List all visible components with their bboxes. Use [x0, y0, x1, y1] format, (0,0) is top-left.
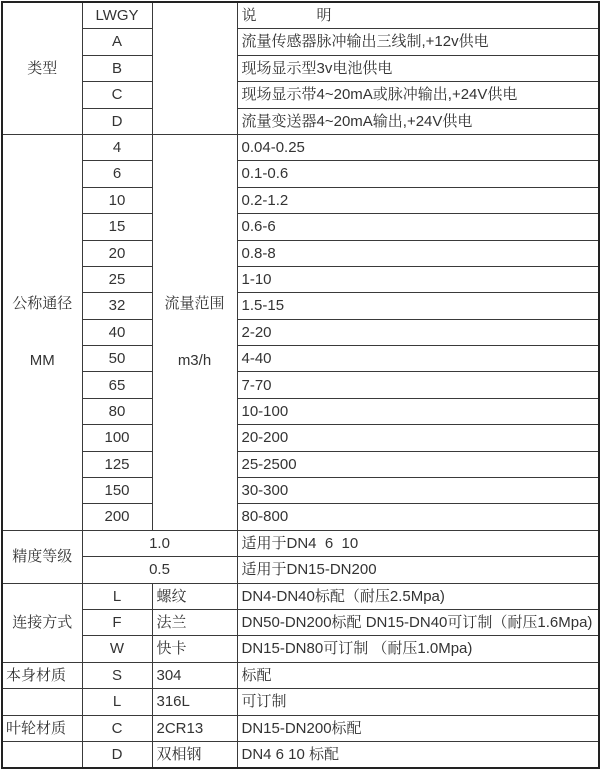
- connection-desc-cell: DN4-DN40标配（耐压2.5Mpa): [237, 583, 599, 609]
- flow-range-cell: 1.5-15: [237, 293, 599, 319]
- impeller-material-label-cell: 叶轮材质: [2, 715, 82, 741]
- table-row: [2, 398, 599, 424]
- table-row: [2, 689, 599, 715]
- table-row: [2, 609, 599, 635]
- table-row: [2, 715, 599, 741]
- flow-range-cell: 0.04-0.25: [237, 134, 599, 160]
- table-row: [2, 530, 599, 556]
- body-material-code-cell: S: [82, 662, 152, 688]
- dn-size-cell: 100: [82, 425, 152, 451]
- dn-size-cell: 25: [82, 266, 152, 292]
- type-code-cell: B: [82, 55, 152, 81]
- dn-size-cell: 125: [82, 451, 152, 477]
- impeller-material-code-cell: C: [82, 715, 152, 741]
- type-desc-cell: 现场显示带4~20mA或脉冲输出,+24V供电: [237, 82, 599, 108]
- table-row: [2, 240, 599, 266]
- type-desc-cell: 现场显示型3v电池供电: [237, 55, 599, 81]
- flow-range-cell: 25-2500: [237, 451, 599, 477]
- diameter-label-cell: [2, 134, 82, 530]
- table-row: [2, 372, 599, 398]
- flow-range-label-cell: [152, 134, 237, 530]
- table-row: [2, 741, 599, 768]
- connection-name-cell: 螺纹: [152, 583, 237, 609]
- table-row: [2, 161, 599, 187]
- connection-code-cell: F: [82, 609, 152, 635]
- flow-range-cell: 0.2-1.2: [237, 187, 599, 213]
- accuracy-desc-cell: 适用于DN15-DN200: [237, 557, 599, 583]
- connection-code-cell: L: [82, 583, 152, 609]
- flow-range-cell: 30-300: [237, 478, 599, 504]
- type-desc-cell: 流量传感器脉冲输出三线制,+12v供电: [237, 29, 599, 55]
- connection-desc-cell: DN50-DN200标配 DN15-DN40可订制（耐压1.6Mpa): [237, 609, 599, 635]
- table-row: [2, 319, 599, 345]
- table-row: [2, 451, 599, 477]
- table-row: [2, 346, 599, 372]
- flow-range-cell: 0.8-8: [237, 240, 599, 266]
- table-row: [2, 55, 599, 81]
- empty-cell: [2, 689, 82, 715]
- dn-size-cell: 20: [82, 240, 152, 266]
- connection-name-cell: 法兰: [152, 609, 237, 635]
- body-material-name-cell: 304: [152, 662, 237, 688]
- connection-code-cell: W: [82, 636, 152, 662]
- table-row: [2, 2, 599, 29]
- table-row: [2, 293, 599, 319]
- table-row: [2, 478, 599, 504]
- connection-label-cell: 连接方式: [2, 583, 82, 662]
- flow-range-label: 流量范围 m3/h: [164, 295, 225, 369]
- table-row: [2, 636, 599, 662]
- type-code-cell: D: [82, 108, 152, 134]
- impeller-material-desc-cell: DN4 6 10 标配: [237, 741, 599, 768]
- description-header-cell: 说 明: [237, 2, 599, 29]
- table-row: [2, 504, 599, 530]
- impeller-material-code-cell: L: [82, 689, 152, 715]
- dn-size-cell: 80: [82, 398, 152, 424]
- flow-range-cell: 4-40: [237, 346, 599, 372]
- flow-range-cell: 0.6-6: [237, 214, 599, 240]
- diameter-label: 公称通径 MM: [12, 295, 73, 369]
- table-row: [2, 425, 599, 451]
- flow-range-cell: 2-20: [237, 319, 599, 345]
- accuracy-grade-cell: 0.5: [82, 557, 237, 583]
- connection-name-cell: 快卡: [152, 636, 237, 662]
- dn-size-cell: 10: [82, 187, 152, 213]
- type-code-cell: A: [82, 29, 152, 55]
- table-row: [2, 187, 599, 213]
- accuracy-desc-cell: 适用于DN4 6 10: [237, 530, 599, 556]
- dn-size-cell: 4: [82, 134, 152, 160]
- table-row: [2, 108, 599, 134]
- table-row: [2, 29, 599, 55]
- dn-size-cell: 65: [82, 372, 152, 398]
- dn-size-cell: 50: [82, 346, 152, 372]
- table-row: [2, 662, 599, 688]
- impeller-material-code-cell: D: [82, 741, 152, 768]
- flow-range-cell: 1-10: [237, 266, 599, 292]
- impeller-material-name-cell: 316L: [152, 689, 237, 715]
- table-row: [2, 557, 599, 583]
- flow-range-cell: 0.1-0.6: [237, 161, 599, 187]
- body-material-desc-cell: 标配: [237, 662, 599, 688]
- model-code-cell: LWGY: [82, 2, 152, 29]
- type-desc-cell: 流量变送器4~20mA输出,+24V供电: [237, 108, 599, 134]
- dn-size-cell: 6: [82, 161, 152, 187]
- type-label-cell: 类型: [2, 2, 82, 134]
- body-material-label-cell: 本身材质: [2, 662, 82, 688]
- table-row: [2, 266, 599, 292]
- dn-size-cell: 200: [82, 504, 152, 530]
- accuracy-label-cell: 精度等级: [2, 530, 82, 583]
- impeller-material-name-cell: 双相钢: [152, 741, 237, 768]
- impeller-material-name-cell: 2CR13: [152, 715, 237, 741]
- spec-table: [1, 1, 600, 769]
- dn-size-cell: 32: [82, 293, 152, 319]
- type-spacer-cell: [152, 2, 237, 134]
- empty-cell: [2, 741, 82, 768]
- flow-range-cell: 20-200: [237, 425, 599, 451]
- dn-size-cell: 40: [82, 319, 152, 345]
- table-row: [2, 583, 599, 609]
- connection-desc-cell: DN15-DN80可订制 （耐压1.0Mpa): [237, 636, 599, 662]
- table-row: [2, 214, 599, 240]
- dn-size-cell: 15: [82, 214, 152, 240]
- table-row: [2, 82, 599, 108]
- flow-range-cell: 80-800: [237, 504, 599, 530]
- accuracy-grade-cell: 1.0: [82, 530, 237, 556]
- impeller-material-desc-cell: DN15-DN200标配: [237, 715, 599, 741]
- flow-range-cell: 7-70: [237, 372, 599, 398]
- impeller-material-desc-cell: 可订制: [237, 689, 599, 715]
- dn-size-cell: 150: [82, 478, 152, 504]
- flow-range-cell: 10-100: [237, 398, 599, 424]
- table-row: [2, 134, 599, 160]
- type-code-cell: C: [82, 82, 152, 108]
